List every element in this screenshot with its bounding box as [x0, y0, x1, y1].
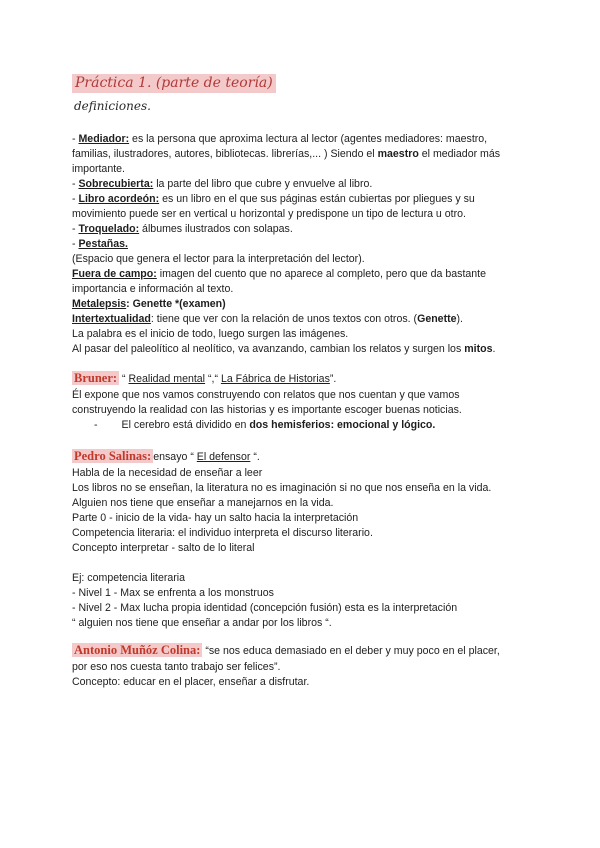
term-mediador: Mediador:	[78, 133, 130, 145]
bruner-section: Bruner: “ Realidad mental “,“ La Fábrica de Historias”. Él expone que nos vamos construyendo con relatos que nos cuentan y que vamos construyendo la realidad con las historias y es importante escoger buenas noticias. - El cerebro está dividido en dos hemisferios: emocional y lógico.	[72, 370, 532, 433]
term-metalepsis: Metalepsis	[72, 298, 127, 310]
note-paleolitico: Al pasar del paleolítico al neolítico, va avanzando, cambian los relatos y surgen los mitos.	[72, 343, 496, 355]
definition-sobrecubierta: - Sobrecubierta: la parte del libro que cubre y envuelve al libro.	[72, 178, 373, 190]
term-intertextualidad: Intertextualidad	[72, 313, 151, 325]
definition-libro-acordeon: - Libro acordeón: es un libro en el que sus páginas están cubiertas por pliegues y su	[72, 193, 475, 205]
page-subtitle: definiciones.	[74, 99, 151, 113]
definition-intertextualidad: Intertextualidad: tiene que ver con la relación de unos textos con otros. (Genette).	[72, 313, 464, 325]
bullet-hemisferios: - El cerebro está dividido en dos hemisferios: emocional y lógico.	[94, 419, 436, 431]
definition-mediador: - Mediador: es la persona que aproxima lectura al lector (agentes mediadores: maestro,	[72, 133, 488, 145]
work-realidad-mental: Realidad mental	[128, 373, 206, 385]
author-salinas: Pedro Salinas:	[74, 449, 152, 463]
definition-fuera-de-campo: Fuera de campo: imagen del cuento que no aparece al completo, pero que da bastante	[72, 268, 487, 280]
page-title: Práctica 1. (parte de teoría)	[72, 74, 276, 93]
term-pestanas: Pestañas.	[78, 238, 128, 250]
definition-troquelado: - Troquelado: álbumes ilustrados con solapas.	[72, 223, 293, 235]
note-palabra: La palabra es el inicio de todo, luego surgen las imágenes.	[72, 328, 349, 340]
term-libro-acordeon: Libro acordeón:	[78, 193, 160, 205]
work-el-defensor: El defensor	[196, 451, 251, 463]
author-munoz: Antonio Muñóz Colina:	[74, 643, 201, 657]
term-fuera-de-campo: Fuera de campo:	[72, 268, 157, 280]
munoz-section: Antonio Muñóz Colina: “se nos educa demasiado en el deber y muy poco en el placer, por eso nos cuesta tanto trabajo ser felices”. Concepto: educar en el placer, enseñar a disfrutar.	[72, 643, 500, 688]
term-sobrecubierta: Sobrecubierta:	[78, 178, 154, 190]
definition-metalepsis: Metalepsis: Genette *(examen)	[72, 298, 226, 310]
definitions-section: - Mediador: es la persona que aproxima lectura al lector (agentes mediadores: maestro, familias, ilustradores, autores, bibliotecas. librerías,... ) Siendo el maestro el mediador más importante. - Sobrecubierta: la parte del libro que cubre y envuelve al libro. - Libro acordeón: es un libro en el que sus páginas están cubiertas por pliegues y su movimiento puede ser en vertical u horizontal y predispone un tipo de lectura u otro. - Troquelado: álbumes ilustrados con solapas. - Pestañas. (Espacio que genera el lector para la interpretación del lector). Fuera de campo: imagen del cuento que no aparece al completo, pero que da bastante importancia e información al texto. Metalepsis: Genette *(examen) Intertextualidad: tiene que ver con la relación de unos textos con otros. (Genette). La palabra es el inicio de todo, luego surgen las imágenes. Al pasar del paleolítico al neolítico, va avanzando, cambian los relatos y surgen los mitos.	[72, 132, 532, 357]
term-troquelado: Troquelado:	[78, 223, 140, 235]
work-fabrica-historias: La Fábrica de Historias	[220, 373, 330, 385]
author-bruner: Bruner:	[74, 371, 118, 385]
salinas-section: Pedro Salinas: ensayo “ El defensor “. Habla de la necesidad de enseñar a leer Los libros no se enseñan, la literatura no es imaginación si no que nos enseña en la vida. Alguien nos tiene que enseñar a manejarnos en la vida. Parte 0 - inicio de la vida- hay un salto hacia la interpretación Competencia literaria: el individuo interpreta el discurso literario. Concepto interpretar - salto de lo literal Ej: competencia literaria - Nivel 1 - Max se enfrenta a los monstruos - Nivel 2 - Max lucha propia identidad (concepción fusión) esta es la interpretación “ alguien nos tiene que enseñar a andar por los libros “.	[72, 449, 492, 629]
definition-pestanas: - Pestañas.	[72, 238, 128, 250]
